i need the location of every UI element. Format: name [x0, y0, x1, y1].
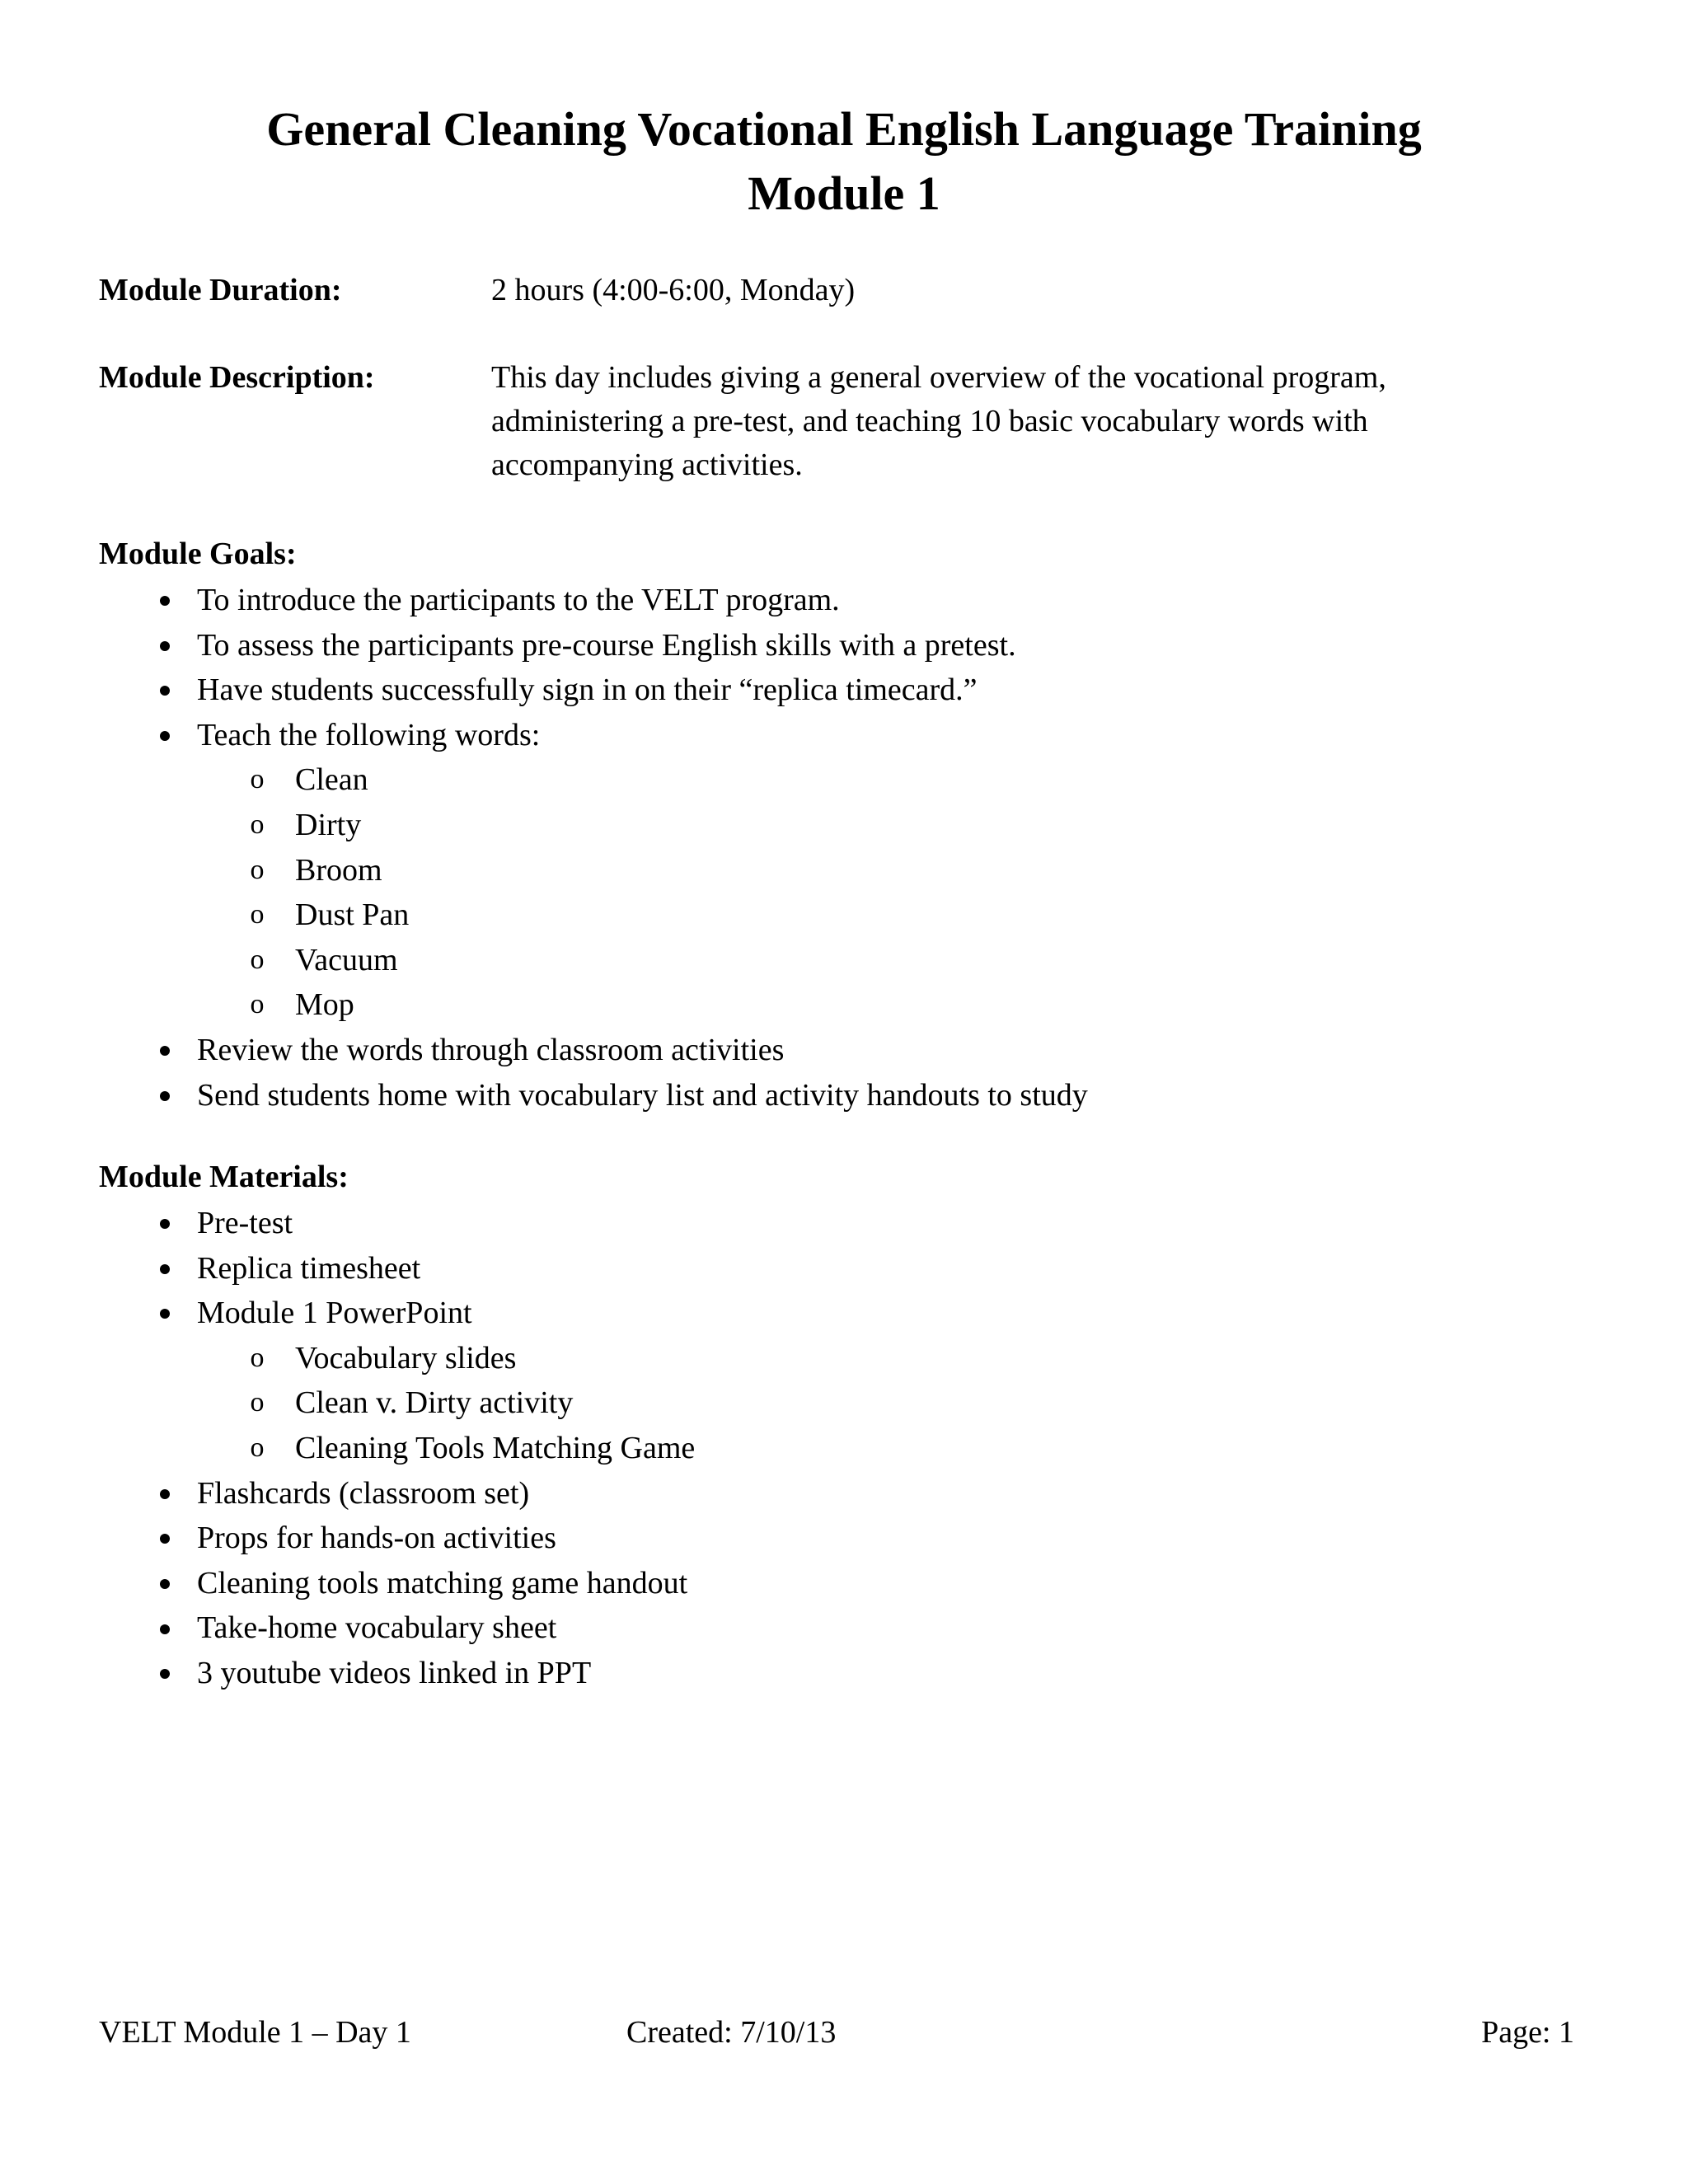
list-item-text: Mop [295, 987, 354, 1023]
document-title [0, 97, 1688, 226]
list-item-text: Take-home vocabulary sheet [197, 1610, 557, 1646]
bullet-dot-icon [160, 1264, 170, 1274]
list-item [0, 1291, 1688, 1336]
bullet-icon [157, 713, 173, 758]
list-item-text: Vocabulary slides [295, 1340, 517, 1376]
bullet-dot-icon [160, 1534, 170, 1544]
page-footer [99, 2011, 1574, 2055]
list-item [0, 1516, 1688, 1561]
sub-list-item [0, 1426, 1688, 1471]
list-item-text: Clean v. Dirty activity [295, 1385, 574, 1421]
list-item-text: Dust Pan [295, 898, 410, 933]
hollow-bullet-icon: o [250, 764, 265, 795]
title-line-1: General Cleaning Vocational English Language Training [266, 102, 1422, 156]
bullet-dot-icon [160, 1489, 170, 1499]
list-item-text: Clean [295, 762, 368, 798]
list-item-text: Dirty [295, 807, 362, 842]
sub-list-item [0, 1336, 1688, 1381]
bullet-dot-icon [160, 1309, 170, 1319]
bullet-icon [157, 1201, 173, 1246]
bullet-dot-icon [160, 1219, 170, 1229]
bullet-icon [157, 1651, 173, 1696]
footer-page-number: Page: 1 [1481, 2015, 1574, 2050]
bullet-icon [157, 1561, 173, 1606]
list-item [0, 623, 1688, 668]
list-item [0, 578, 1688, 623]
list-item [0, 1651, 1688, 1696]
bullet-icon [157, 1516, 173, 1561]
sub-list-item [0, 938, 1688, 983]
list-item [0, 1605, 1688, 1651]
bullet-icon [157, 1605, 173, 1651]
title-line-2: Module 1 [748, 166, 940, 220]
list-item [0, 668, 1688, 713]
bullet-dot-icon [160, 1091, 170, 1101]
list-item-text: Props for hands-on activities [197, 1521, 556, 1556]
bullet-icon [157, 1028, 173, 1073]
list-item-text: Pre-test [197, 1206, 293, 1240]
hollow-bullet-icon: o [250, 989, 265, 1020]
bullet-icon [157, 1073, 173, 1118]
hollow-bullet-icon: o [250, 944, 265, 975]
bullet-dot-icon [160, 686, 170, 696]
module-goals-heading: Module Goals: [99, 537, 297, 571]
bullet-icon [157, 1246, 173, 1291]
list-item-text: Module 1 PowerPoint [197, 1296, 472, 1331]
list-item-text: Cleaning Tools Matching Game [295, 1430, 696, 1465]
hollow-bullet-icon: o [250, 854, 265, 885]
sub-list-item [0, 893, 1688, 938]
bullet-icon [157, 1471, 173, 1516]
list-item [0, 1073, 1688, 1118]
list-item [0, 1028, 1688, 1073]
list-item-text: Replica timesheet [197, 1250, 421, 1286]
sub-list-item [0, 757, 1688, 803]
list-item-text: Broom [295, 852, 382, 888]
footer-created-date: Created: 7/10/13 [626, 2015, 837, 2050]
bullet-dot-icon [160, 596, 170, 606]
list-item-text: 3 youtube videos linked in PPT [197, 1655, 592, 1690]
sub-list-item [0, 848, 1688, 893]
bullet-dot-icon [160, 1669, 170, 1679]
hollow-bullet-icon: o [250, 1342, 265, 1373]
hollow-bullet-icon: o [250, 899, 265, 930]
list-item-text: Cleaning tools matching game handout [197, 1565, 688, 1601]
bullet-dot-icon [160, 1579, 170, 1589]
module-materials-list [0, 1201, 1688, 1696]
module-materials-heading: Module Materials: [99, 1160, 349, 1194]
bullet-icon [157, 1291, 173, 1336]
list-item [0, 1471, 1688, 1516]
module-duration-label: Module Duration: [99, 273, 342, 307]
bullet-dot-icon [160, 641, 170, 651]
list-item [0, 1201, 1688, 1246]
list-item [0, 1246, 1688, 1291]
list-item-text: Send students home with vocabulary list and activity handouts to study [197, 1077, 1088, 1113]
list-item-text: Flashcards (classroom set) [197, 1475, 530, 1511]
hollow-bullet-icon: o [250, 1387, 265, 1418]
sub-list-item [0, 982, 1688, 1028]
list-item-text: Vacuum [295, 942, 398, 977]
bullet-dot-icon [160, 1046, 170, 1056]
hollow-bullet-icon: o [250, 1432, 265, 1463]
bullet-dot-icon [160, 1624, 170, 1634]
bullet-icon [157, 668, 173, 713]
module-duration-value: 2 hours (4:00-6:00, Monday) [491, 273, 856, 307]
sub-list-item [0, 803, 1688, 848]
hollow-bullet-icon: o [250, 808, 265, 840]
bullet-icon [157, 623, 173, 668]
module-description-value: This day includes giving a general overview of the vocational program, administering a pre-test, and teaching 10 basic vocabulary words with accompanying activities. [491, 360, 1386, 482]
list-item-text: Review the words through classroom activities [197, 1032, 785, 1067]
list-item-text: To introduce the participants to the VELT program. [197, 583, 840, 617]
list-item [0, 1561, 1688, 1606]
footer-module-day: VELT Module 1 – Day 1 [99, 2015, 411, 2050]
module-description-label: Module Description: [99, 360, 375, 395]
bullet-dot-icon [160, 731, 170, 741]
list-item [0, 713, 1688, 758]
bullet-icon [157, 578, 173, 623]
list-item-text: To assess the participants pre-course English skills with a pretest. [197, 627, 1016, 663]
sub-list-item [0, 1380, 1688, 1426]
list-item-text: Have students successfully sign in on their “replica timecard.” [197, 673, 978, 708]
list-item-text: Teach the following words: [197, 717, 541, 752]
module-goals-list [0, 578, 1688, 1118]
